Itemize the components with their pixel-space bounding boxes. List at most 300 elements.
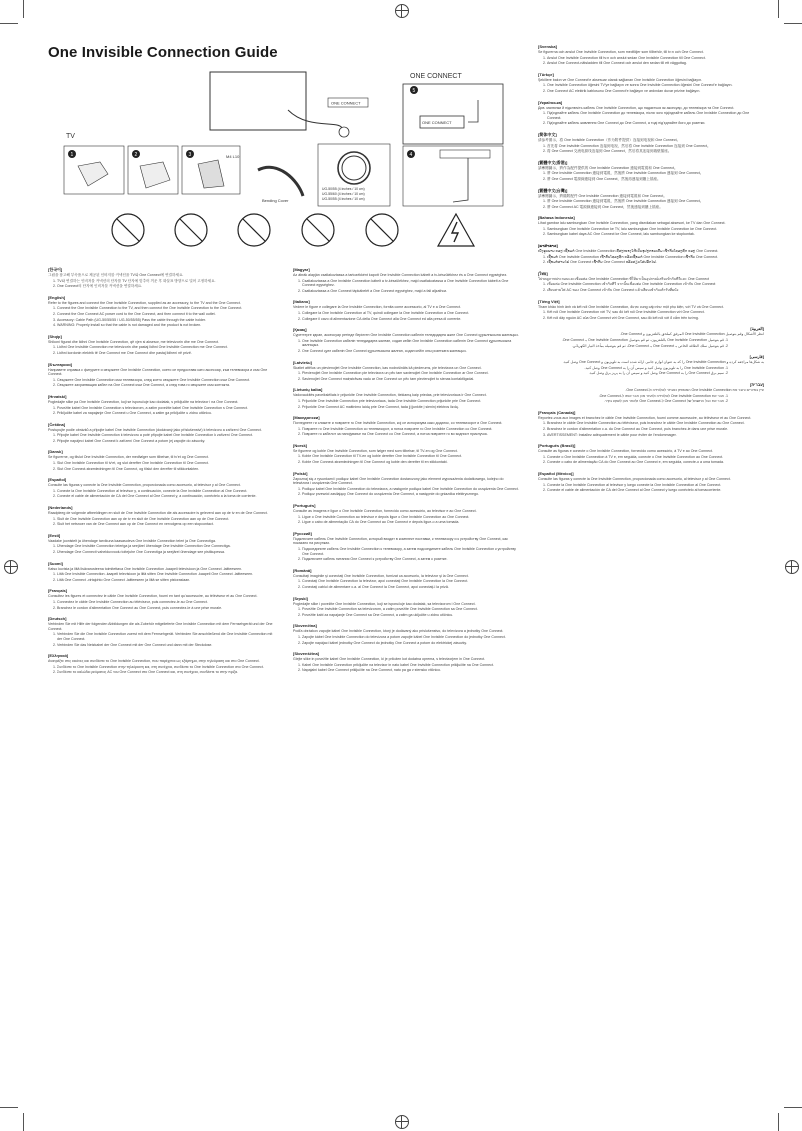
step-number: 2 xyxy=(134,152,138,158)
electric-hazard-icon xyxy=(438,214,474,246)
instruction-step: 1. Koble One Invisible Connection til TV-en og koble deretter One Invisible Connection til One Connect. xyxy=(302,454,519,459)
instruction-step: 3. AVERTISSEMENT: Installez adéquatement le câble pour éviter de l'endommager. xyxy=(547,433,764,438)
language-section xyxy=(48,616,274,647)
tv-illustration xyxy=(210,72,306,130)
instruction-step: 2. Sambungkan kabel daya AC One Connect ke One Connect, lalu sambungkan ke stopkontak. xyxy=(547,232,764,237)
one-connect-device xyxy=(440,150,490,158)
section-intro: Суреттерге қарап, аксессуар ретінде берілген One Invisible Connection кабелін теледидарға және One Connect құрылғысына жалғаңыз. xyxy=(293,333,519,338)
instruction-step: 1. Ühendage One Invisible Connection teleriga ja seejärel ühendage One Invisible Connection One Connectiga. xyxy=(57,544,274,549)
instruction-step: 1. Povežite One Invisible Connection sa televizorom, a zatim povežite One Invisible Connection sa One Connect. xyxy=(302,607,519,612)
section-intro: 请参考图示，将 One Invisible Connection（作为附件提供）连接到电视和 One Connect。 xyxy=(538,137,681,142)
section-intro: Направете справка с фигурите и свържете One Invisible Connection, което се предоставя като аксесоар, към телевизора и към One Connect. xyxy=(48,367,268,377)
section-intro: 請參閱圖示，將作為配件提供的 One Invisible Connection 連接到電視和 One Connect。 xyxy=(538,165,678,170)
language-heading: [Suomi] xyxy=(48,560,63,566)
language-heading: [ไทย] xyxy=(538,270,548,276)
language-heading: [Ελληνικά] xyxy=(48,653,69,659)
section-intro: Verbinden Sie mit Hilfe der folgenden Abbildungen die als Zubehör mitgelieferte One Invisible Connection mit dem Fernsehgerät und der One Connect. xyxy=(48,622,273,631)
section-intro: Подключите кабель One Invisible Connection, который входит в комплект поставки, к телевизору и к устройству One Connect, как показано на рисунках. xyxy=(293,536,508,546)
language-section xyxy=(48,394,274,416)
registration-mark xyxy=(785,560,799,574)
instruction-step: 1. Подсоедините кабель One Invisible Connection к телевизору, а затем подсоедините кабель One Invisible Connection к устройству One Connect. xyxy=(302,547,519,556)
language-section xyxy=(538,326,764,348)
instruction-step: 2. Slut One Connect-strømledningen til One Connect, og tilslut den derefter til stikkontakten. xyxy=(57,467,274,472)
instruction-step: 2. Συνδέστε το καλώδιο ρεύματος AC του One Connect στο One Connect και, στη συνέχεια, συνδέστε το στην πρίζα. xyxy=(57,670,274,675)
instruction-list xyxy=(293,454,519,464)
language-heading: [Español (México)] xyxy=(538,470,574,476)
instruction-step: 2. Подключите кабель питания One Connect к устройству One Connect, а затем к розетке. xyxy=(302,557,519,562)
section-intro: Shikoni figurat dhe lidhni One Invisible Connection, që vjen si aksesor, me televizorin dhe me One Connect. xyxy=(48,339,219,344)
section-intro: Se figurerne, og tilslut One Invisible Connection, der medfølger som tilbehør, til tv'et og One Connect. xyxy=(48,455,209,460)
instruction-step: 1. Zapojte kábel One Invisible Connection do televízora a potom zapojte kábel One Invisible Connection do jednotky One Connect. xyxy=(302,635,519,640)
language-heading: [Română] xyxy=(293,567,312,573)
language-section xyxy=(538,160,764,182)
section-intro: Consultaţi imaginile şi conectaţi One Invisible Connection, furnizat ca accesoriu, la televizor şi la One Connect. xyxy=(293,573,469,578)
language-section xyxy=(538,299,764,321)
instruction-list xyxy=(293,311,519,321)
section-intro: Vadovaukitės paveikslėliais ir prijunkite One Invisible Connection, tiekiamą kaip priedas, prie televizoriaus ir One Connect. xyxy=(293,393,487,398)
section-intro: Consultez les figures et connectez le câble One Invisible Connection, fourni en tant qu'accessoire, au téléviseur et au One Connect. xyxy=(48,594,258,599)
instruction-step: 1. Anslut One Invisible Connection till tv:n och anslut sedan One Invisible Connection till One Connect. xyxy=(547,56,764,61)
language-heading: [Eesti] xyxy=(48,532,61,538)
instruction-step: 2. One Connect AC elektrik kablosunu One Connect'e bağlayın ve ardından duvar prizine bağlayın. xyxy=(547,89,764,94)
instruction-list xyxy=(538,366,764,376)
section-intro: Погледнете ги сликите и поврзете го One Invisible Connection, кој се испорачува како додаток, со телевизорот и One Connect. xyxy=(293,421,503,426)
instruction-list xyxy=(293,487,519,497)
instruction-list xyxy=(48,517,274,527)
section-intro: Katso kuvista ja liitä lisävarusteena toimitettava One Invisible Connection -kaapeli televisioon ja One Connect -laitteeseen. xyxy=(48,566,243,571)
language-heading: [Slovenščina] xyxy=(293,651,320,657)
instruction-list xyxy=(293,635,519,645)
registration-mark xyxy=(395,4,409,18)
instruction-step: 2. Conectaţi cablul de alimentare c.a. al One Connect la One Connect, apoi conectaţi-l la priză. xyxy=(302,585,519,590)
step-number: 1 xyxy=(70,152,74,158)
instruction-step: 2. Conecte el cable de alimentación de CA del One Connect al One Connect y luego conéctelo al tomacorriente. xyxy=(547,488,764,493)
instruction-step: 2. Anslut One Connect-nätsladden till One Connect och anslut den sedan till ett vägguttag. xyxy=(547,61,764,66)
instruction-list xyxy=(538,171,764,181)
language-heading: [Slovenčina] xyxy=(293,623,317,629)
language-section xyxy=(293,471,519,497)
language-heading: [Lietuvių kalba] xyxy=(293,387,323,393)
section-intro: Glejte slike in povežite kabel One Invisible Connection, ki je priložen kot dodatna oprema, s televizorjem in One Connect. xyxy=(293,657,486,662)
registration-mark xyxy=(4,560,18,574)
instruction-list xyxy=(538,455,764,465)
language-heading: [Polski] xyxy=(293,470,308,476)
instruction-step: 1. เชื่อมต่อ One Invisible Connection เข้ากับทีวี จากนั้นเชื่อมต่อ One Invisible Connection เข้ากับ One Connect xyxy=(547,282,764,287)
instruction-step: 2. One Connect의 단자에 인비저블 커넥션을 연결하세요. xyxy=(57,284,274,289)
instruction-step: 1. Conecte la One Invisible Connection al televisor y, a continuación, conecte la One Invisible Connection al One Connect. xyxy=(57,489,274,494)
language-heading: [Srpski] xyxy=(293,595,308,601)
section-intro: Pogledajte slike pa One Invisible Connection, koji se isporučuje kao dodatak, s priključite na televizor i na One Connect. xyxy=(48,399,239,404)
instruction-list xyxy=(538,255,764,265)
instruction-list xyxy=(48,632,274,647)
language-heading: [Čeština] xyxy=(48,421,66,427)
instruction-step: 2. 將 One Connect 電源線連接到 One Connect，然後再連接到牆上插座。 xyxy=(547,177,764,182)
language-heading: [Русский] xyxy=(293,530,312,536)
language-section xyxy=(538,443,764,465)
instruction-step: 2. Koble One Connect-strømledningen til One Connect og koble den deretter til en stikkontakt. xyxy=(302,460,519,465)
section-intro: Lihat gambar lalu sambungkan One Invisible Connection, yang disediakan sebagai aksesori, ke TV dan One Connect. xyxy=(538,221,726,226)
language-section xyxy=(48,588,274,610)
instruction-list xyxy=(538,282,764,292)
section-intro: โปรดดูภาพประกอบและเชื่อมต่อ One Invisible Connection ที่ให้มาเป็นอุปกรณ์เสริมเข้ากับทีวีและ One Connect xyxy=(538,276,710,281)
instruction-step: 2. قم بتوصيل سلك الطاقة الخاص بـ One Connect بـ One Connect، ثم قم بتوصيله بمأخذ التيار الكهربائي. xyxy=(547,344,724,349)
instruction-step: 1. Conecte o One Invisible Connection à TV e, em seguida, conecte o One Invisible Connection ao One Connect. xyxy=(547,455,764,460)
instruction-list xyxy=(48,600,274,610)
instruction-step: 1. قم بتوصيل One Invisible Connection بالتلفزيون، ثم قم بتوصيل One Invisible Connection بـ One Connect. xyxy=(547,338,724,343)
language-section xyxy=(48,561,274,583)
language-section xyxy=(293,531,519,562)
instruction-step: 1. Podłącz kabel One Invisible Connection do telewizora, a następnie podłącz kabel One Invisible Connection do urządzenia One Connect. xyxy=(302,487,519,492)
instruction-step: 2. Свържете захранващия кабел на One Connect към One Connect, а след това го свържете към контакта. xyxy=(57,383,274,388)
language-section xyxy=(538,271,764,293)
language-section xyxy=(48,533,274,555)
language-heading: [ພາສາລາວ] xyxy=(538,243,558,249)
language-heading: [Tiếng Việt] xyxy=(538,298,560,304)
instruction-step: 1. TV와 연결하는 인비저블 커넥션의 단자를 TV 단자에 맞추어 끼운 후 화살표 방향으로 밀어 고정하세요. xyxy=(57,279,274,284)
section-intro: Şekillere bakın ve One Connect'e aksesuar olarak sağlanan One Invisible Connection öğesini bağlayın. xyxy=(538,77,703,82)
language-heading: [Македонски] xyxy=(293,415,320,421)
instruction-step: 1. Collegare la One Invisible Connection al TV, quindi collegare la One Invisible Connection a One Connect. xyxy=(302,311,519,316)
language-section xyxy=(538,44,764,66)
instruction-step: 1. Kabel One Invisible Connection priključite na televizor in nato kabel One Invisible Connection priključite na One Connect. xyxy=(302,663,519,668)
language-heading: [English] xyxy=(48,294,66,300)
section-intro: Pogledajte slike i povežite One Invisible Connection, koji se isporučuje kao dodatak, sa televizorom i One Connect. xyxy=(293,601,476,606)
instruction-step: 4. WARNING: Properly install so that the cable is not damaged and the product is not broken. xyxy=(57,323,274,328)
section-intro: Consulte as figuras e conecte o One Invisible Connection, fornecido como acessório, à TV e ao One Connect. xyxy=(538,449,713,454)
language-section xyxy=(48,422,274,444)
instruction-list xyxy=(293,579,519,589)
one-connect-tag: ONE CONNECT xyxy=(422,120,452,125)
instruction-step: 1. Ligue o One Invisible Connection ao televisor e depois ligue o One Invisible Connection ao One Connect. xyxy=(302,515,519,520)
length-label: UG-55/60 (4 inches / 10 cm) xyxy=(322,192,365,196)
language-section xyxy=(538,243,764,265)
instruction-step: 2. Connect the One Connect AC power cord to the One Connect, and then connect it to the wall outlet. xyxy=(57,312,274,317)
instruction-list xyxy=(293,547,519,562)
section-intro: Consulte las figuras y conecte la One Invisible Connection, proporcionada como accesorio, al televisor y al One Connect. xyxy=(538,476,731,481)
instruction-step: 1. Csatlakoztassa a One Invisible Connection kábelt a tv-készülékhez, majd csatlakoztassa a One Invisible Connection kábelt a One Connect egységhez. xyxy=(302,279,519,288)
language-section xyxy=(538,471,764,493)
crop-mark xyxy=(0,23,18,24)
language-heading: [Français (Canada)] xyxy=(538,409,576,415)
bending-cover-illustration xyxy=(258,167,303,196)
instruction-list xyxy=(538,338,764,348)
language-heading: [Nederlands] xyxy=(48,505,73,511)
instruction-list xyxy=(293,279,519,294)
step-number: 3 xyxy=(188,152,192,158)
instruction-step: 2. Conecte o cabo de alimentação CA do One Connect ao One Connect e, em seguida, conecte-o a uma tomada. xyxy=(547,460,764,465)
instruction-list xyxy=(538,83,764,93)
language-heading: [Қазақ] xyxy=(293,327,307,333)
instruction-list xyxy=(48,665,274,675)
language-section xyxy=(293,651,519,673)
instruction-step: 2. Priključite kabel za napajanje One Connect u One Connect, a zatim ga priključite u zidnu utičnicu. xyxy=(57,411,274,416)
instruction-list xyxy=(293,371,519,381)
instruction-list xyxy=(293,399,519,409)
instruction-step: 1. Sambungkan One Invisible Connection ke TV, lalu sambungkan One Invisible Connection ke One Connect. xyxy=(547,227,764,232)
instruction-step: 1. Branchez le câble One Invisible Connection au téléviseur, puis branchez le câble One Invisible Connection au One Connect. xyxy=(547,421,764,426)
instruction-step: 1. Conecte la One Invisible Connection al televisor y luego conecte la One Invisible Connection al One Connect. xyxy=(547,483,764,488)
instruction-list xyxy=(538,227,764,237)
instruction-step: 1. Connect the One Invisible Connection to the TV, and then connect the One Invisible Connection to the One Connect. xyxy=(57,306,274,311)
instruction-step: 1. One Invisible Connection öğesini TV'ye bağlayın ve sonra One Invisible Connection öğesini One Connect'e bağlayın. xyxy=(547,83,764,88)
language-heading: [Magyar] xyxy=(293,267,310,272)
section-intro: ເບິ່ງຮູບພາບ ແລະ ເຊື່ອມຕໍ່ One Invisible Connection ທີ່ສະໜອງໃຫ້ເປັນອຸປະກອນເສີມ ເຂົ້າກັບໂທລະທັດ ແລະ One Connect. xyxy=(538,249,719,254)
section-intro: Tham khảo hình ảnh và kết nối One Invisible Connection, được cung cấp như một phụ kiện, với TV và One Connect. xyxy=(538,304,724,309)
instruction-step: 2. Prijunkite One Connect AC maitinimo laidą prie One Connect, tada jį įjunkite į sieninį elektros lizdą. xyxy=(302,405,519,410)
section-intro: Див. малюнки й підключіть кабель One Invisible Connection, що надається як аксесуар, до телевізора та One Connect. xyxy=(538,105,735,110)
instruction-step: 1. Povežite kabel One Invisible Connection s televizorom, a zatim povežite kabel One Invisible Connection s One Connect. xyxy=(57,406,274,411)
instruction-list xyxy=(48,378,274,388)
instruction-step: 2. Branchez le cordon d'alimentation One Connect au One Connect, puis connectez-le à une prise murale. xyxy=(57,606,274,611)
instruction-list xyxy=(48,306,274,327)
language-heading: [Português] xyxy=(293,503,316,509)
instruction-step: 2. Csatlakoztassa a One Connect tápkábelét a One Connect egységhez, majd a fali aljzathoz. xyxy=(302,289,519,294)
language-heading: [繁體中文(台灣)] xyxy=(538,187,568,193)
instruction-step: 2. 將 One Connect AC 電源線連接到 One Connect，然後連接到牆上插座。 xyxy=(547,205,764,210)
instruction-step: 2. One Connect қуат кабелін One Connect құрылғысына жалғап, содан кейін оны розеткаға жалғаңыз. xyxy=(302,349,519,354)
text-column-1 xyxy=(48,267,274,681)
instruction-step: 2. Savienojiet One Connect maiņstrāvas vadu ar One Connect un pēc tam pievienojiet to sienas kontaktligzdai. xyxy=(302,377,519,382)
instruction-list xyxy=(48,406,274,416)
instruction-list xyxy=(48,544,274,554)
instruction-list xyxy=(293,339,519,354)
instruction-list xyxy=(293,607,519,617)
instruction-step: 2. Liitä One Connect -virtajohto One Connect -laitteeseen ja liitä se sitten pistorasiaan. xyxy=(57,578,274,583)
section-intro: Vaadake joonistelt ja ühendage tarvikuna kaasasoleva One Invisible Connection teleri ja One Connectiga. xyxy=(48,538,216,543)
cable-tag-label: ONE CONNECT xyxy=(331,100,361,106)
instruction-list xyxy=(48,489,274,499)
section-intro: Reportez-vous aux images et branchez le câble One Invisible Connection, fourni comme accessoire, au téléviseur et au One Connect. xyxy=(538,415,752,420)
language-section xyxy=(48,334,274,356)
language-heading: [Français] xyxy=(48,588,68,594)
language-heading: [Dansk] xyxy=(48,449,63,455)
instruction-step: 1. חבר את One Invisible Connection לטלוויזיה ולאחר מכן חבר אותו ל-One Connect. xyxy=(547,394,724,399)
instruction-list xyxy=(538,144,764,154)
crop-mark xyxy=(784,1107,802,1108)
language-section xyxy=(48,505,274,527)
instruction-step: 2. Kết nối dây nguồn AC của One Connect với One Connect, sau đó kết nối với ổ cắm trên tường. xyxy=(547,316,764,321)
instruction-list xyxy=(293,427,519,437)
instruction-step: 2. Ühendage One Connecti vahelduvvoolu toitejuhe One Connectiga ja seejärel ühendage see pistikupessa. xyxy=(57,550,274,555)
instruction-list xyxy=(538,199,764,209)
step-number: 4 xyxy=(409,152,413,158)
language-section xyxy=(48,449,274,471)
instruction-list xyxy=(538,56,764,66)
instruction-step: 1. Liitä One Invisible Connection -kaapeli televisioon ja liitä sitten One Invisible Connection -kaapeli One Connect -laitteeseen. xyxy=(57,572,274,577)
language-heading: [Norsk] xyxy=(293,442,308,448)
instruction-list xyxy=(538,394,764,404)
instruction-step: 2. Sluit het netsnoer van de One Connect aan op de One Connect en vervolgens op een stopcontact. xyxy=(57,522,274,527)
instruction-list xyxy=(48,345,274,355)
language-heading: [Svenska] xyxy=(538,44,557,49)
language-heading: [繁體中文(香港)] xyxy=(538,159,568,165)
instruction-step: 2. 将 One Connect 交流电源线连接到 One Connect，然后将其连接到墙壁插座。 xyxy=(547,149,764,154)
language-heading: [Español] xyxy=(48,477,67,483)
language-section xyxy=(293,267,519,293)
instruction-list xyxy=(538,111,764,126)
instruction-step: 2. Podłącz przewód zasilający One Connect do urządzenia One Connect, a następnie do gniazdka elektrycznego. xyxy=(302,492,519,497)
instruction-step: 1. Pievienojiet One Invisible Connection pie televizora un pēc tam savienojiet One Invisible Connection ar One Connect. xyxy=(302,371,519,376)
instruction-step: 1. Lidhni One Invisible Connection me televizorin dhe pastaj lidhni One Invisible Connection me One Connect. xyxy=(57,345,274,350)
language-section xyxy=(538,382,764,404)
section-intro: انظر الأشكال وقم بتوصيل One Invisible Connection المرفق كملحق بالتلفزيون و One Connect. xyxy=(619,332,764,337)
crop-mark xyxy=(0,1107,18,1108)
language-heading: [Hrvatski] xyxy=(48,393,67,399)
language-section xyxy=(48,295,274,328)
language-heading: [简体中文] xyxy=(538,131,557,137)
language-section xyxy=(293,596,519,618)
instruction-step: 2. ເຊື່ອມຕໍ່ສາຍໄຟ One Connect ເຂົ້າກັບ One Connect ແລ້ວສຽບໃສ່ປລັກໄຟ. xyxy=(547,260,764,265)
instruction-step: 1. Свържете One Invisible Connection към телевизора, след което свържете One Invisible Connection към One Connect. xyxy=(57,378,274,383)
language-section xyxy=(48,477,274,499)
section-intro: עיין באיורים וחבר את One Invisible Connection המסופק כאביזר לטלוויזיה ול-One Connect. xyxy=(625,387,764,392)
language-section xyxy=(538,100,764,126)
step-number: 5 xyxy=(412,88,416,94)
crop-mark xyxy=(23,0,24,18)
instruction-step: 1. 將 One Invisible Connection 連接到電視，然後將 One Invisible Connection 連接到 One Connect。 xyxy=(547,199,764,204)
language-heading: [한국어] xyxy=(48,267,63,272)
language-section xyxy=(293,623,519,645)
instruction-step: 2. Zapojte napájací kábel jednotky One Connect do jednotky One Connect a potom do elektrickej zásuvky. xyxy=(302,641,519,646)
instruction-list xyxy=(538,421,764,437)
instruction-step: 1. One Invisible Connection را به تلویزیون وصل کنید و سپس آن را به One Connect وصل کنید. xyxy=(547,366,724,371)
instruction-step: 2. Поврзете го кабелот за напојување на One Connect со One Connect, а потоа поврзете го во ѕидниот приклучок. xyxy=(302,432,519,437)
section-intro: Consulte as imagens e ligue o One Invisible Connection, fornecido como acessório, ao televisor e ao One Connect. xyxy=(293,509,477,514)
language-section xyxy=(293,299,519,321)
length-label: UG-50/55 (4 inches / 10 cm) xyxy=(322,197,365,201)
language-section xyxy=(538,354,764,376)
language-heading: [Deutsch] xyxy=(48,616,67,622)
section-intro: 그림을 참고해 부속품으로 제공된 인비저블 커넥션을 TV와 One Connect에 연결하세요. xyxy=(48,273,184,277)
instruction-step: 2. Verbinden Sie das Netzkabel der One Connect mit der One Connect und dann mit der Steckdose. xyxy=(57,643,274,648)
length-label: UG-50/55 (4 inches / 10 cm) xyxy=(322,187,365,191)
instruction-step: 2. Ligue o cabo de alimentação CA do One Connect ao One Connect e depois ligue-o a uma tomada. xyxy=(302,520,519,525)
language-heading: [Bahasa Indonesia] xyxy=(538,215,575,221)
registration-mark xyxy=(395,1115,409,1129)
screw-label: M4 L10 xyxy=(226,154,240,159)
instruction-step: 1. Připojte kabel One Invisible Connection k televizoru a poté připojte kabel One Invisible Connection k zařízení One Connect. xyxy=(57,433,274,438)
language-section xyxy=(293,443,519,465)
one-connect-label: ONE CONNECT xyxy=(410,73,462,80)
section-intro: Se figurene og koble One Invisible Connection, som følger med som tilbehør, til TV-en og One Connect. xyxy=(293,448,458,453)
language-heading: [Latviešu] xyxy=(293,359,312,365)
language-section xyxy=(48,267,274,289)
section-intro: به شکل‌ها مراجعه کرده و One Invisible Connection را که به عنوان لوازم جانبی ارائه شده است به تلویزیون و One Connect وصل کنید. xyxy=(562,360,764,365)
section-intro: Se figurerna och anslut One Invisible Connection, som medföljer som tillbehör, till tv:n och One Connect. xyxy=(538,50,704,54)
section-intro: Postupujte podle obrázků a připojte kabel One Invisible Connection (dodávaný jako příslušenství) k televizoru a zařízení One Connect. xyxy=(48,427,262,432)
section-intro: Podľa obrázkov zapojte kábel One Invisible Connection, ktorý je dodávaný ako príslušenstvo, do televízora a jednotky One Connect. xyxy=(293,629,504,634)
language-section xyxy=(293,415,519,437)
instruction-step: 2. Collegare il cavo di alimentazione CA della One Connect alla One Connect ed alla presa di corrente. xyxy=(302,317,519,322)
language-section xyxy=(293,568,519,590)
instruction-step: 3. Accessory: Cable Path (UG-50/55/55 / UG-50/55/55) Pass the cable through the cable holder. xyxy=(57,318,274,323)
installation-illustration xyxy=(48,70,520,260)
instruction-step: 2. Připojte napájecí kabel One Connect k zařízení One Connect a potom jej zapojte do zásuvky. xyxy=(57,439,274,444)
tv-label: TV xyxy=(66,133,75,140)
instruction-step: 2. Lidhni kordonin elektrik të One Connect me One Connect dhe pastaj lidheni në prizë. xyxy=(57,351,274,356)
instruction-step: 2. Під'єднайте кабель живлення One Connect до One Connect, а тоді під'єднайте його до розетки. xyxy=(547,121,764,126)
language-heading: [Български] xyxy=(48,361,73,367)
instruction-list xyxy=(293,663,519,673)
instruction-step: 2. سیم برق One Connect را به One Connect وصل کنید و سپس آن را به پریز برق وصل کنید. xyxy=(547,371,724,376)
section-intro: Ανατρέξτε στις εικόνες και συνδέστε το One Invisible Connection, που παρέχεται ως εξάρτημα, στην τηλεόραση και στο One Connect. xyxy=(48,659,260,664)
language-section xyxy=(293,360,519,382)
instruction-step: 1. ເຊື່ອມຕໍ່ One Invisible Connection ເຂົ້າກັບໂທລະທັດ ແລ້ວເຊື່ອມຕໍ່ One Invisible Connection ເຂົ້າກັບ One Connect. xyxy=(547,255,764,260)
language-section xyxy=(48,362,274,388)
language-section xyxy=(538,215,764,237)
instruction-step: 2. เสียบสายไฟ AC ของ One Connect เข้ากับ One Connect แล้วเสียบเข้ากับเต้ารับที่ผนัง xyxy=(547,288,764,293)
instruction-step: 1. 將 One Invisible Connection 連接到電視，然後將 One Invisible Connection 連接到 One Connect。 xyxy=(547,171,764,176)
instruction-step: 1. Під'єднайте кабель One Invisible Connection до телевізора, після чого під'єднайте кабель One Invisible Connection до One Connect. xyxy=(547,111,764,120)
section-intro: 請參閱圖示，將隨附配件 One Invisible Connection 連接到電視和 One Connect。 xyxy=(538,193,667,198)
instruction-list xyxy=(48,279,274,289)
section-intro: Raadpleeg de volgende afbeeldingen en sluit de One Invisible Connection die als accessoire is geleverd aan op de tv en de One Connect. xyxy=(48,511,268,516)
instruction-list xyxy=(48,572,274,582)
text-column-3 xyxy=(538,44,764,499)
instruction-step: 2. Branchez le cordon d'alimentation c.a. du One Connect au One Connect, puis branchez-le dans une prise murale. xyxy=(547,427,764,432)
language-section xyxy=(538,132,764,154)
language-heading: [Українська] xyxy=(538,99,563,105)
instruction-list xyxy=(48,433,274,443)
language-section xyxy=(538,72,764,94)
section-intro: Refer to the figures and connect the One Invisible Connection, supplied as an accessory, to the TV and the One Connect. xyxy=(48,300,241,305)
instruction-step: 1. Sluit de One Invisible Connection aan op de tv en sluit de One Invisible Connection aan op de One Connect. xyxy=(57,517,274,522)
connector-icon xyxy=(339,127,349,137)
crop-mark xyxy=(23,1113,24,1131)
language-section xyxy=(538,188,764,210)
instruction-step: 1. Συνδέστε το One Invisible Connection στην τηλεόραση και, στη συνέχεια, συνδέστε το One Invisible Connection στο One Connect. xyxy=(57,665,274,670)
instruction-step: 1. 首先将 One Invisible Connection 连接到电视，然后将 One Invisible Connection 连接到 One Connect。 xyxy=(547,144,764,149)
instruction-step: 1. Prijunkite One Invisible Connection prie televizoriaus, tada One Invisible Connection prijunkite prie One Connect. xyxy=(302,399,519,404)
section-intro: Consulte las figuras y conecte la One Invisible Connection, proporcionada como accesorio, al televisor y al One Connect. xyxy=(48,483,241,488)
instruction-list xyxy=(538,310,764,320)
language-heading: [Türkçe] xyxy=(538,71,554,77)
page-title: One Invisible Connection Guide xyxy=(48,44,278,61)
instruction-step: 2. Napajalni kabel One Connect priključite na One Connect, nato pa ga v stensko vtičnico. xyxy=(302,668,519,673)
instruction-list xyxy=(293,515,519,525)
instruction-list xyxy=(48,461,274,471)
section-intro: Skatiet attēlus un pievienojiet One Invisible Connection, kas nodrošināts kā piederums, pie televizora un One Connect. xyxy=(293,365,482,370)
language-section xyxy=(293,503,519,525)
section-intro: Zapoznaj się z rysunkami i podłącz kabel One Invisible Connection dostarczony jako element wyposażenia dodatkowego, kolejno do telewizora i urządzenia One Connect. xyxy=(293,476,504,486)
bending-cover-label: Bending Cover xyxy=(262,198,289,203)
section-intro: Az ábrák alapján csatlakoztassa a tartozékként kapott One Invisible Connection kábelt a tv-készülékhez és a One Connect egységhez. xyxy=(293,273,508,277)
one-connect-box xyxy=(403,84,503,144)
instruction-step: 2. חבר את כבל החשמל של One Connect ל-One Connect ולאחר מכן לשקע בקיר. xyxy=(547,399,724,404)
crop-mark xyxy=(778,1113,779,1131)
instruction-step: 1. Поврзете го One Invisible Connection со телевизорот, а потоа поврзете го One Invisible Connection со One Connect. xyxy=(302,427,519,432)
language-heading: [فارسی] xyxy=(749,354,764,360)
language-section xyxy=(48,653,274,675)
crop-mark xyxy=(784,23,802,24)
instruction-step: 1. Conectaţi One Invisible Connection la televizor, apoi conectaţi One Invisible Connection la One Connect. xyxy=(302,579,519,584)
text-column-2 xyxy=(293,267,519,679)
instruction-step: 2. Conecte el cable de alimentación de CA del One Connect al One Connect y, a continuación, conéctelo a la toma de corriente. xyxy=(57,494,274,499)
language-section xyxy=(293,327,519,353)
language-heading: [Português (Brasil)] xyxy=(538,443,576,449)
instruction-list xyxy=(538,483,764,493)
section-intro: Vedere le figure e collegare la One Invisible Connection, fornita come accessorio, al TV e a One Connect. xyxy=(293,305,461,310)
warning-icons xyxy=(112,214,474,246)
instruction-step: 1. Slut One Invisible Connection til tv'et, og slut derefter One Invisible Connection til One Connect. xyxy=(57,461,274,466)
language-heading: [العربية] xyxy=(750,326,764,332)
language-section xyxy=(538,410,764,437)
language-heading: [Shqip] xyxy=(48,333,62,339)
instruction-step: 1. One Invisible Connection кабелін теледидарға жалғап, содан кейін One Invisible Connection кабелін One Connect құрылғысына жалғаңыз. xyxy=(302,339,519,348)
language-heading: [Italiano] xyxy=(293,299,310,305)
instruction-step: 1. Kết nối One Invisible Connection với TV, sau đó kết nối One Invisible Connection với One Connect. xyxy=(547,310,764,315)
language-section xyxy=(293,387,519,409)
